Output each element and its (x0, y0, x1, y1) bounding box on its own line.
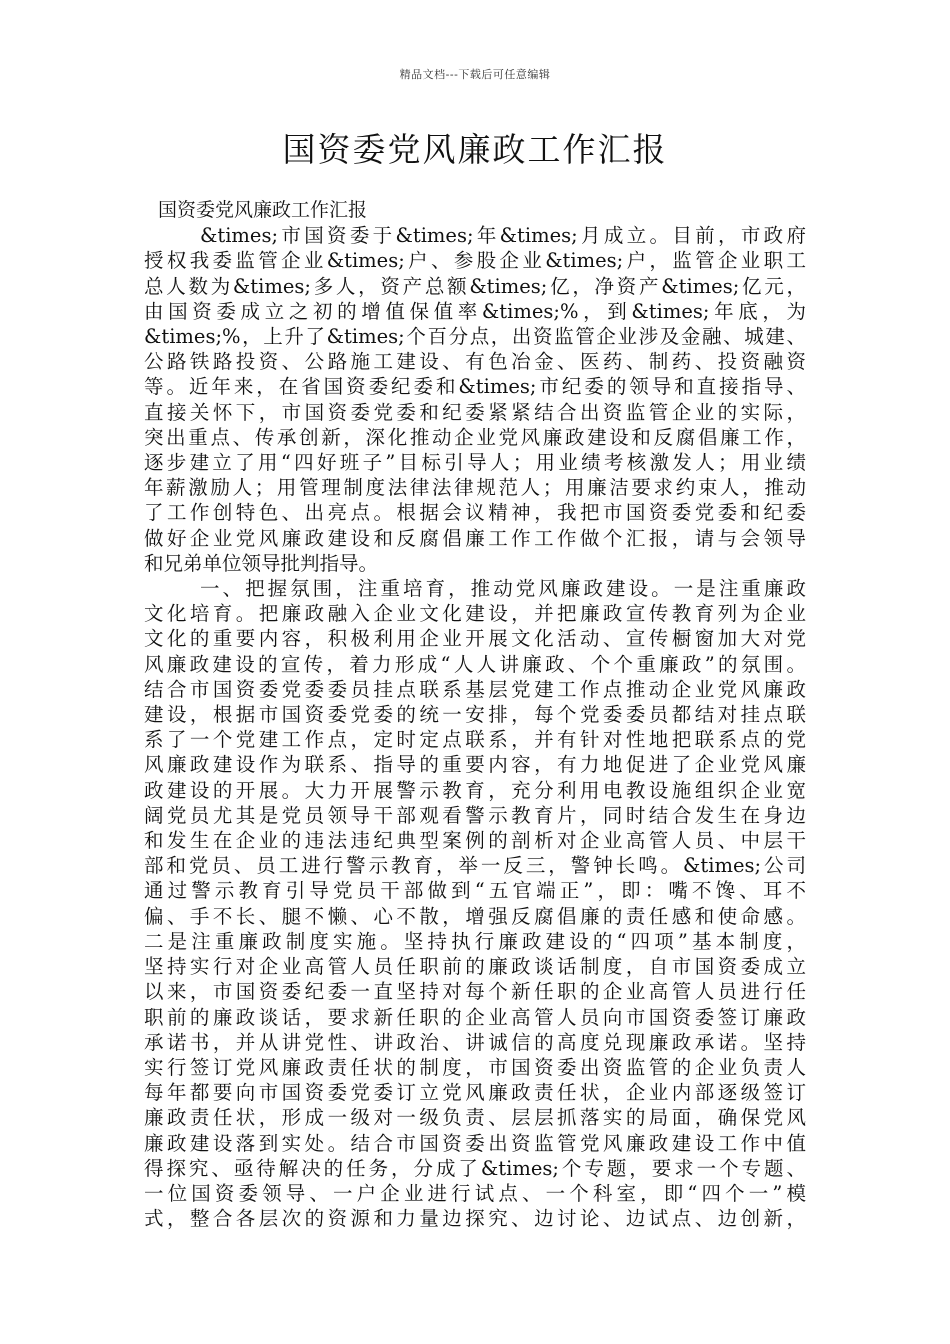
paragraph-line: 等。近年来，在省国资委纪委和&times;市纪委的领导和直接指导、 (144, 375, 806, 399)
paragraph-line: 政建设的开展。大力开展警示教育，充分利用电教设施组织企业宽 (144, 778, 806, 802)
paragraph-line: 文化的重要内容，积极利用企业开展文化活动、宣传橱窗加大对党 (144, 627, 806, 651)
paragraph-line: 式，整合各层次的资源和力量边探究、边讨论、边试点、边创新， (144, 1207, 806, 1231)
paragraph-line: 廉政建设落到实处。结合市国资委出资监管党风廉政建设工作中值 (144, 1131, 806, 1155)
document-body (144, 198, 806, 1231)
paragraph-line: 偏、手不长、腿不懒、心不散，增强反腐倡廉的责任感和使命感。 (144, 904, 806, 928)
paragraph-line: &times;%，上升了&times;个百分点，出资监管企业涉及金融、城建、 (144, 325, 806, 349)
paragraph-line: 每年都要向市国资委党委订立党风廉政责任状，企业内部逐级签订 (144, 1081, 806, 1105)
paragraph-line: 承诺书，并从讲党性、讲政治、讲诚信的高度兑现廉政承诺。坚持 (144, 1030, 806, 1054)
paragraph-line: 风廉政建设的宣传，着力形成“人人讲廉政、个个重廉政”的氛围。 (144, 652, 806, 676)
paragraph-line: 突出重点、传承创新，深化推动企业党风廉政建设和反腐倡廉工作， (144, 425, 806, 449)
paragraph-line: 直接关怀下，市国资委党委和纪委紧紧结合出资监管企业的实际， (144, 400, 806, 424)
paragraph-line: 做好企业党风廉政建设和反腐倡廉工作工作做个汇报，请与会领导 (144, 526, 806, 550)
paragraph-line: 坚持实行对企业高管人员任职前的廉政谈话制度，自市国资委成立 (144, 955, 806, 979)
paragraph-line: 了工作创特色、出亮点。根据会议精神，我把市国资委党委和纪委 (144, 501, 806, 525)
paragraph-line: 文化培育。把廉政融入企业文化建设，并把廉政宣传教育列为企业 (144, 602, 806, 626)
paragraph-line: &times;市国资委于&times;年&times;月成立。目前，市政府 (200, 224, 806, 248)
paragraph-line: 系了一个党建工作点，定时定点联系，并有针对性地把联系点的党 (144, 728, 806, 752)
paragraph-line: 风廉政建设作为联系、指导的重要内容，有力地促进了企业党风廉 (144, 753, 806, 777)
document-subtitle: 国资委党风廉政工作汇报 (158, 199, 368, 221)
paragraph-line: 部和党员、员工进行警示教育，举一反三，警钟长鸣。&times;公司 (144, 854, 806, 878)
paragraph-line: 结合市国资委党委委员挂点联系基层党建工作点推动企业党风廉政 (144, 677, 806, 701)
paragraph-line: 年薪激励人；用管理制度法律法律规范人；用廉洁要求约束人，推动 (144, 476, 806, 500)
paragraph-line: 通过警示教育引导党员干部做到“五官端正”，即：嘴不馋、耳不 (144, 879, 806, 903)
paragraph-line: 实行签订党风廉政责任状的制度，市国资委出资监管的企业负责人 (144, 1055, 806, 1079)
paragraph-line: 和发生在企业的违法违纪典型案例的剖析对企业高管人员、中层干 (144, 829, 806, 853)
paragraph-line: 公路铁路投资、公路施工建设、有色冶金、医药、制药、投资融资 (144, 350, 806, 374)
paragraph-line: 职前的廉政谈话，要求新任职的企业高管人员向市国资委签订廉政 (144, 1005, 806, 1029)
paragraph-line: 总人数为&times;多人，资产总额&times;亿，净资产&times;亿元， (144, 274, 806, 298)
paragraph-line: 以来，市国资委纪委一直坚持对每个新任职的企业高管人员进行任 (144, 980, 806, 1004)
paragraph-line: 二是注重廉政制度实施。坚持执行廉政建设的“四项”基本制度， (144, 929, 806, 953)
document-title: 国资委党风廉政工作汇报 (282, 130, 668, 169)
paragraph-line: 阔党员尤其是党员领导干部观看警示教育片，同时结合发生在身边 (144, 803, 806, 827)
paragraph-line: 一、把握氛围，注重培育，推动党风廉政建设。一是注重廉政 (200, 577, 806, 601)
paragraph-line: 廉政责任状，形成一级对一级负责、层层抓落实的局面，确保党风 (144, 1106, 806, 1130)
paragraph-line: 和兄弟单位领导批判指导。 (144, 551, 379, 575)
page-header-note: 精品文档---下载后可任意编辑 (399, 68, 551, 81)
paragraph-line: 由国资委成立之初的增值保值率&times;%，到&times;年底，为 (144, 299, 806, 323)
paragraph-line: 建设，根据市国资委党委的统一安排，每个党委委员都结对挂点联 (144, 703, 806, 727)
paragraph-line: 一位国资委领导、一户企业进行试点、一个科室，即“四个一”模 (144, 1181, 806, 1205)
paragraph-line: 逐步建立了用“四好班子”目标引导人；用业绩考核激发人；用业绩 (144, 451, 806, 475)
paragraph-line: 授权我委监管企业&times;户、参股企业&times;户，监管企业职工 (144, 249, 806, 273)
paragraph-line: 得探究、亟待解决的任务，分成了&times;个专题，要求一个专题、 (144, 1156, 806, 1180)
